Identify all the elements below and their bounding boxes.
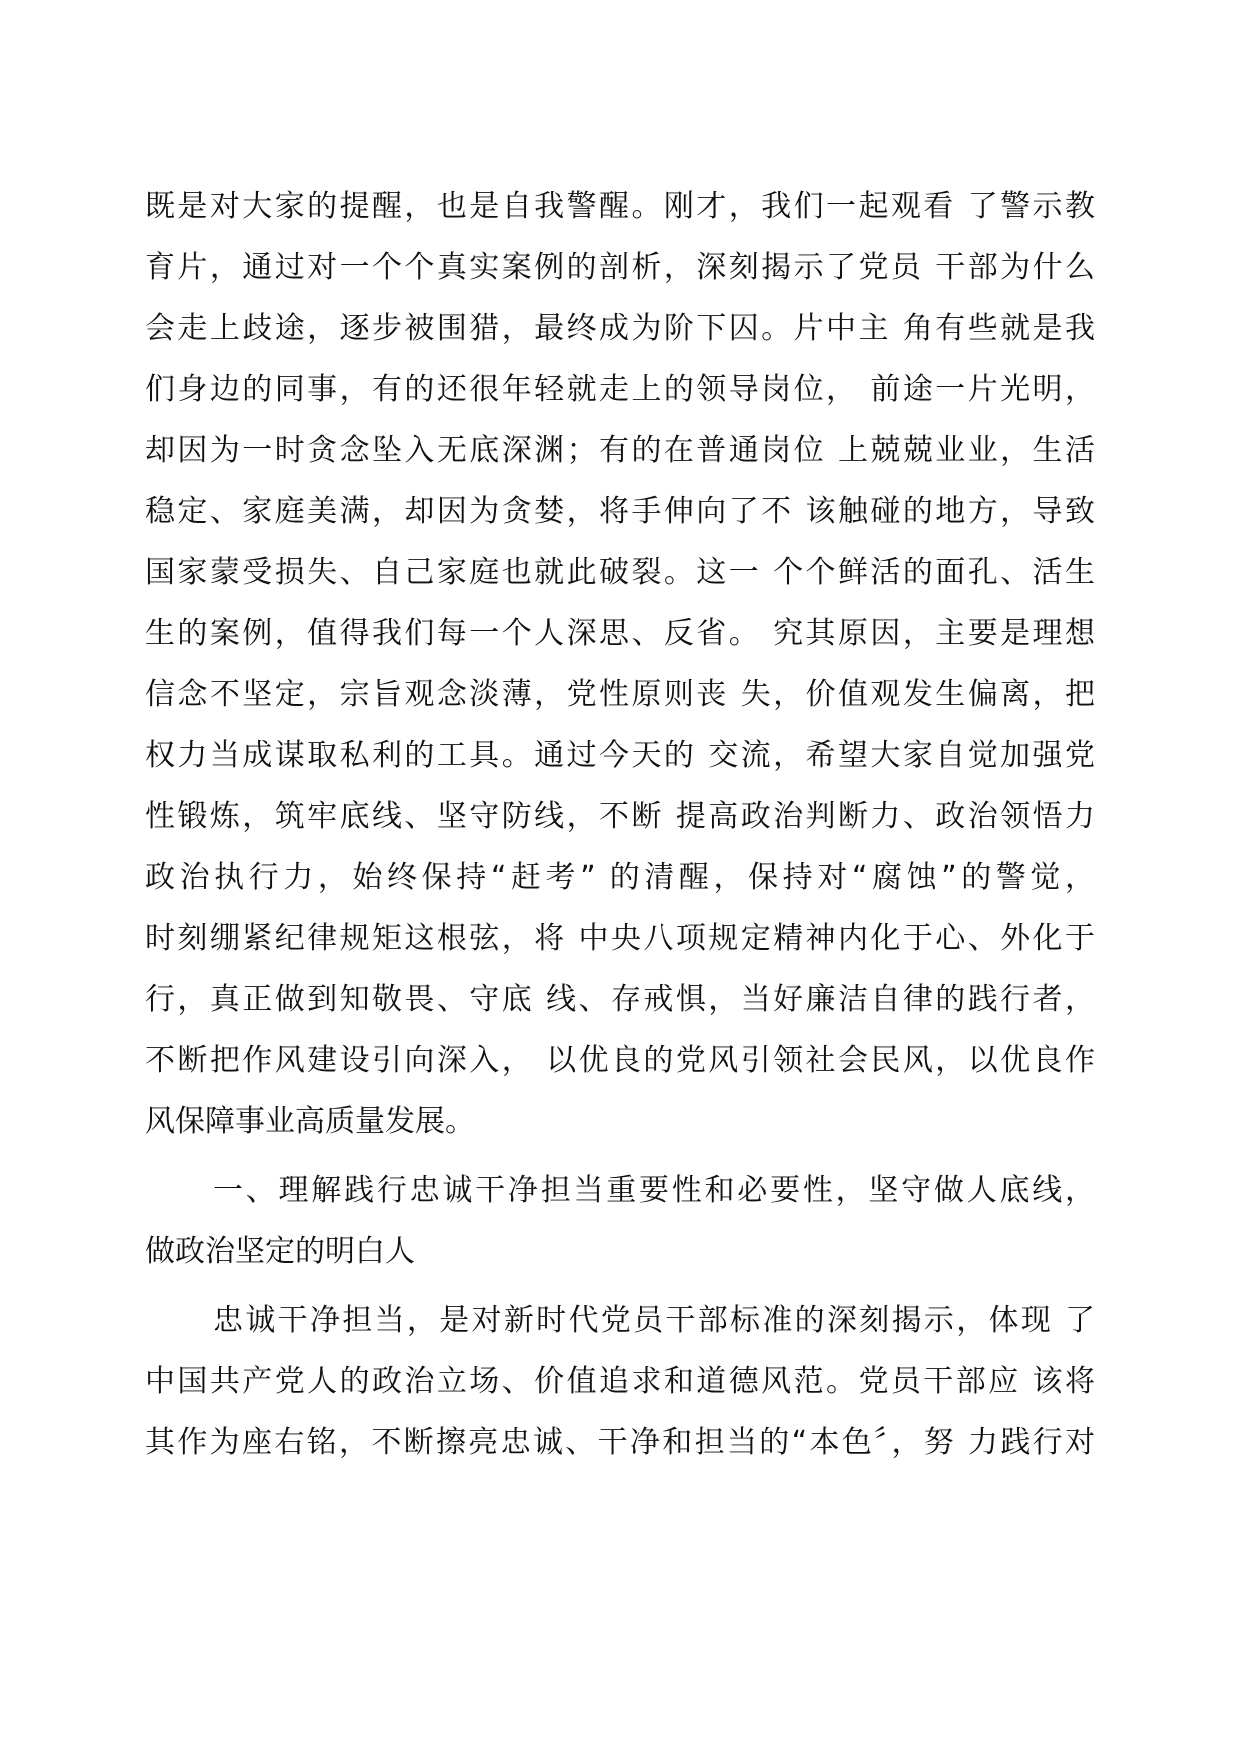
text-line: 忠诚干净担当，是对新时代党员干部标准的深刻揭示，体现 了 [213,1303,1095,1338]
text-line: 中国共产党人的政治立场、价值追求和道德风范。党员干部应 该将 [145,1364,1095,1399]
text-line: 权力当成谋取私利的工具。通过今天的 交流，希望大家自觉加强党 [145,738,1095,773]
text-line: 不断把作风建设引向深入， 以优良的党风引领社会民风，以优良作 [145,1043,1095,1078]
text-line: 其作为座右铭，不断擦亮忠诚、干净和担当的“本色〞，努 力践行对 [145,1425,1095,1460]
text-line: 风保障事业高质量发展。 [145,1104,475,1139]
paragraph-warning-education [145,176,1095,1152]
text-line: 政治执行力，始终保持“赶考” 的清醒，保持对“腐蚀”的警觉， [145,860,1095,895]
section-heading-one [145,1160,1095,1282]
text-line: 会走上歧途，逐步被围猎，最终成为阶下囚。片中主 角有些就是我 [145,311,1095,346]
text-line: 信念不坚定，宗旨观念淡薄，党性原则丧 失，价值观发生偏离，把 [145,677,1095,712]
text-line: 时刻绷紧纪律规矩这根弦，将 中央八项规定精神内化于心、外化于 [145,921,1095,956]
text-line: 们身边的同事，有的还很年轻就走上的领导岗位， 前途一片光明， [145,372,1095,407]
paragraph-loyalty-integrity [145,1290,1095,1473]
text-line: 国家蒙受损失、自己家庭也就此破裂。这一 个个鲜活的面孔、活生 [145,555,1095,590]
heading-line: 做政治坚定的明白人 [145,1234,415,1269]
text-line: 稳定、家庭美满，却因为贪婪，将手伸向了不 该触碰的地方，导致 [145,494,1095,529]
paragraph-spacing [145,1152,1095,1160]
text-line: 育片，通过对一个个真实案例的剖析，深刻揭示了党员 干部为什么 [145,250,1095,285]
paragraph-spacing [145,1282,1095,1290]
heading-line: 一、理解践行忠诚干净担当重要性和必要性，坚守做人底线， [213,1173,1095,1208]
text-line: 既是对大家的提醒，也是自我警醒。刚才，我们一起观看 了警示教 [145,189,1095,224]
document-body [145,176,1095,1473]
text-line: 生的案例，值得我们每一个人深思、反省。 究其原因，主要是理想 [145,616,1095,651]
text-line: 却因为一时贪念坠入无底深渊；有的在普通岗位 上兢兢业业，生活 [145,433,1095,468]
text-line: 性锻炼，筑牢底线、坚守防线，不断 提高政治判断力、政治领悟力 [145,799,1095,834]
text-line: 行，真正做到知敬畏、守底 线、存戒惧，当好廉洁自律的践行者， [145,982,1095,1017]
